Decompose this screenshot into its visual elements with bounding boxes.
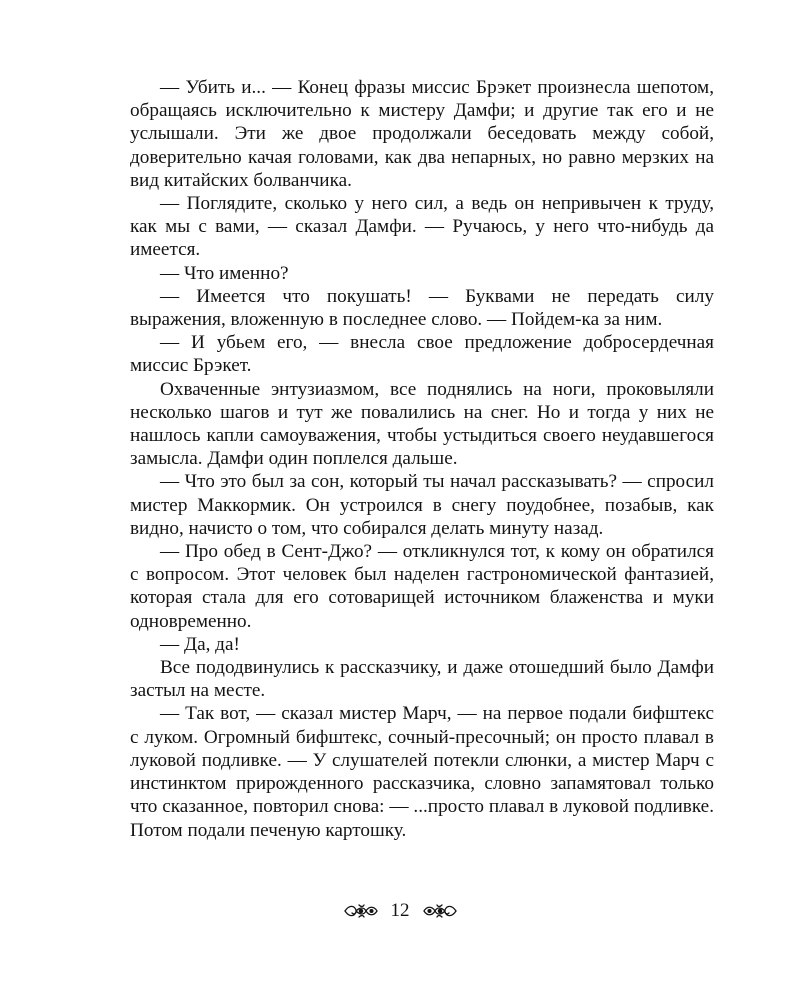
paragraph: — И убьем его, — внесла свое предложение добросердечная миссис Брэкет. [130,332,714,377]
page-footer [0,896,800,926]
paragraph: Все пододвинулись к рассказчику, и даже отошедший было Дамфи застыл на месте. [130,657,714,702]
paragraph: — Что именно? [160,262,289,284]
paragraph: — Про обед в Сент-Джо? — откликнулся тот, к кому он обратился с вопросом. Этот человек был наделен гастрономической фантазией, которая стала для его сотоварищей источником блаженства и муки одновременно. [130,541,714,632]
paragraph: — Что это был за сон, который ты начал рассказывать? — спросил мистер Маккормик. Он устроился в снегу поудобнее, позабыв, как видно, начисто о том, что собирался делать минуту назад. [130,471,714,539]
floral-ornament-right-icon [422,902,458,920]
paragraph: — Убить и... — Конец фразы миссис Брэкет произнесла шепотом, обращаясь исключительно к мистеру Дамфи; и другие так его и не услышали. Эти же двое продолжали беседовать между собой, доверительно качая головами, как два непарных, но равно мерзких на вид китайских болванчика. [130,77,714,191]
page-number: 12 [390,900,410,921]
paragraph: — Да, да! [160,633,240,655]
body-text [130,76,714,842]
paragraph: Охваченные энтузиазмом, все поднялись на ноги, проковыляли несколько шагов и тут же повалились на снег. Но и тогда у них не нашлось капли самоуважения, чтобы устыдиться своего неудавшегося замысла. Дамфи один поплелся дальше. [130,378,714,470]
paragraph: — Имеется что покушать! — Буквами не передать силу выражения, вложенную в последнее слово. — Пойдем-ка за ним. [130,285,714,331]
paragraph: — Поглядите, сколько у него сил, а ведь он непривычен к труду, как мы с вами, — сказал Дамфи. — Ручаюсь, у него что-нибудь да имеется. [130,193,714,261]
paragraph: — Так вот, — сказал мистер Марч, — на первое подали бифштекс с луком. Огромный бифштекс, сочный-пресочный; он просто плавал в луковой подливке. — У слушателей потекли слюнки, а мистер Марч с инстинктом прирожденного рассказчика, словно запамятовал только что сказанное, повторил снова: — ...просто плавал в луковой подливке. Потом подали печеную картошку. [130,703,714,841]
floral-ornament-left-icon [343,902,379,920]
